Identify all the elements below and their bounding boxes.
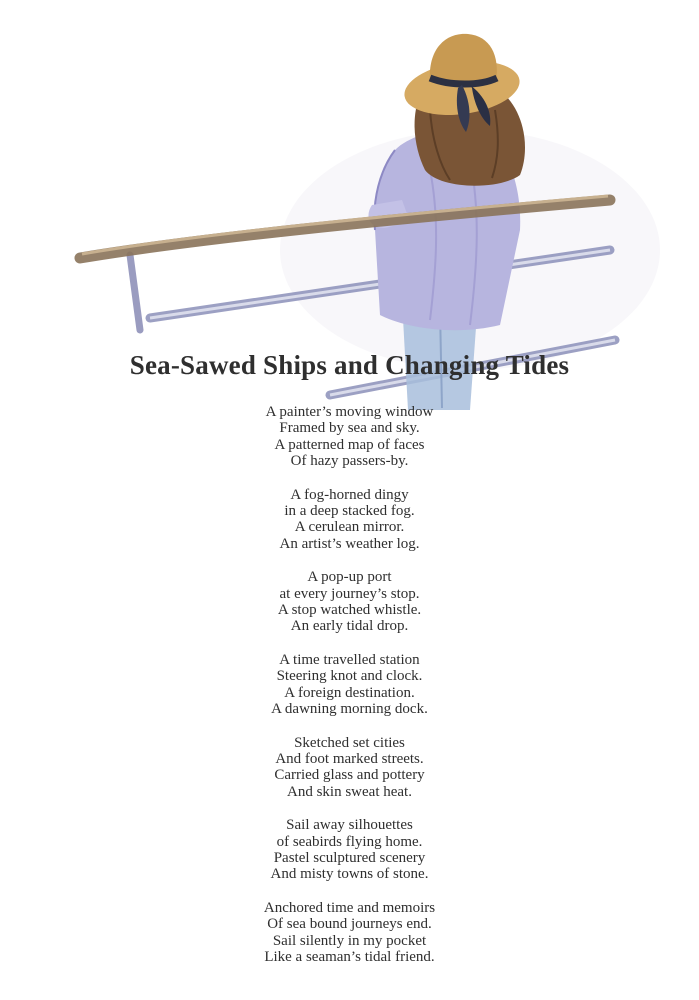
stanza: [0, 487, 699, 553]
poem-line: Sketched set cities: [294, 734, 405, 751]
poem-line: Steering knot and clock.: [276, 668, 423, 685]
poem-body: [0, 404, 699, 982]
poem-line: Sail away silhouettes: [286, 817, 413, 834]
stanza: [0, 652, 699, 718]
poem-line: And foot marked streets.: [275, 750, 424, 767]
poem-line: Like a seaman’s tidal friend.: [264, 948, 435, 965]
poem-line: And skin sweat heat.: [287, 783, 412, 800]
stanza: [0, 735, 699, 801]
stanza: [0, 817, 699, 883]
poem-line: And misty towns of stone.: [270, 866, 429, 883]
poem-line: A pop-up port: [307, 569, 392, 586]
poem-line: An artist’s weather log.: [279, 535, 420, 552]
poem-line: A painter’s moving window: [265, 404, 434, 420]
poem-line: in a deep stacked fog.: [284, 503, 415, 520]
poem-line: at every journey’s stop.: [279, 585, 420, 602]
poem-line: Anchored time and memoirs: [263, 899, 436, 916]
poem-line: Of hazy passers-by.: [290, 453, 409, 470]
stanza: [0, 404, 699, 470]
poem-line: Framed by sea and sky.: [279, 420, 420, 437]
poem-line: of seabirds flying home.: [276, 833, 423, 850]
poem-line: A foreign destination.: [284, 684, 415, 701]
poem-line: A patterned map of faces: [274, 436, 425, 453]
poem-line: Sail silently in my pocket: [272, 932, 427, 949]
poem-line: A cerulean mirror.: [294, 519, 405, 536]
poem-line: A dawning morning dock.: [271, 701, 428, 718]
poem-title: Sea-Sawed Ships and Changing Tides: [129, 350, 570, 380]
stanza: [0, 569, 699, 635]
poem-line: A fog-horned dingy: [290, 486, 409, 503]
poem-line: An early tidal drop.: [290, 618, 409, 635]
poem-line: Pastel sculptured scenery: [273, 849, 426, 866]
poem-line: Of sea bound journeys end.: [267, 916, 432, 933]
poem-line: A time travelled station: [279, 651, 420, 668]
poem-line: Carried glass and pottery: [274, 767, 425, 784]
stanza: [0, 900, 699, 966]
poem-line: A stop watched whistle.: [277, 602, 422, 619]
